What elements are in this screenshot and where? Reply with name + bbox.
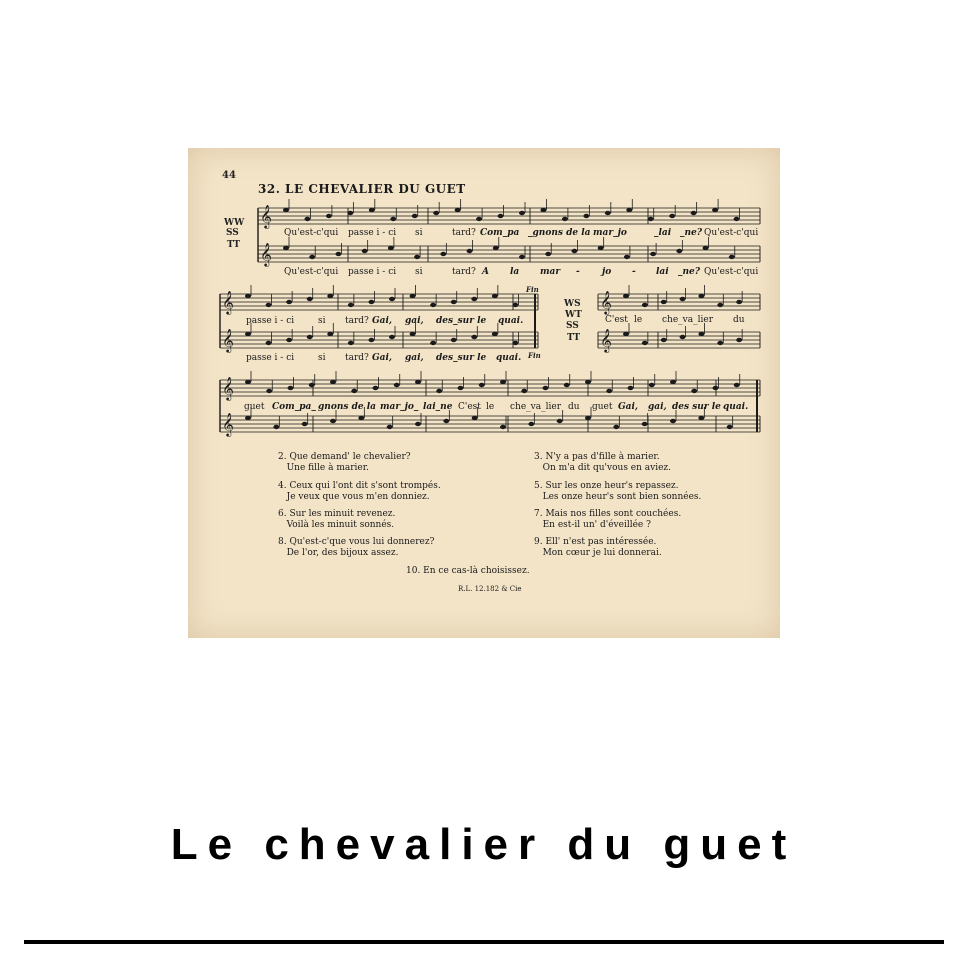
lyric: Gai, — [372, 316, 393, 326]
note-head — [734, 383, 740, 387]
note-head — [703, 246, 709, 250]
note-head — [649, 383, 655, 387]
note-head — [698, 332, 704, 336]
note-head — [245, 332, 251, 336]
note-head — [500, 425, 506, 429]
voice-label-ws: WS — [564, 299, 581, 309]
verse-10: 10. En ce cas-là choisissez. — [406, 566, 530, 576]
sheet-music-scan — [188, 148, 780, 638]
note-head — [736, 300, 742, 304]
lyric: gnons de la — [318, 402, 376, 412]
lyric: che_va_lier — [662, 315, 713, 325]
voice-label-tt-inset: TT — [567, 333, 581, 343]
note-head — [545, 252, 551, 256]
note-head — [642, 341, 648, 345]
note-head — [471, 335, 477, 339]
lyric: - — [632, 267, 636, 277]
lyric: si — [415, 228, 423, 238]
note-head — [369, 208, 375, 212]
note-head — [562, 217, 568, 221]
lyric: mar — [540, 267, 561, 277]
page-number: 44 — [222, 170, 236, 181]
caption-title: Le chevalier du guet — [170, 820, 797, 869]
note-head — [362, 249, 368, 253]
note-head — [648, 217, 654, 221]
note-head — [571, 249, 577, 253]
lyric: Com_pa — [480, 228, 520, 238]
note-head — [309, 255, 315, 259]
note-head — [283, 208, 289, 212]
note-head — [266, 341, 272, 345]
note-head — [410, 294, 416, 298]
lyric: _lai — [654, 228, 672, 238]
verse-8: 8. Qu'est-c'que vous lui donnerez? De l'or, des bijoux assez. — [278, 537, 435, 558]
note-head — [598, 246, 604, 250]
note-head — [717, 303, 723, 307]
note-head — [512, 341, 518, 345]
note-head — [626, 208, 632, 212]
note-head — [455, 208, 461, 212]
note-head — [440, 252, 446, 256]
lyric: Gai, — [372, 353, 393, 363]
lyric: gai, — [405, 353, 424, 363]
note-head — [335, 252, 341, 256]
note-head — [492, 294, 498, 298]
note-head — [358, 416, 364, 420]
note-head — [330, 419, 336, 423]
note-head — [451, 338, 457, 342]
note-head — [472, 416, 478, 420]
note-head — [585, 380, 591, 384]
note-head — [348, 341, 354, 345]
note-head — [286, 300, 292, 304]
note-head — [286, 338, 292, 342]
fin-mark: Fin — [526, 285, 539, 294]
treble-clef-icon: 𝄞 — [222, 290, 234, 314]
note-head — [729, 255, 735, 259]
lyric: _gnons de la — [528, 228, 591, 238]
note-head — [307, 297, 313, 301]
note-head — [543, 386, 549, 390]
note-head — [670, 419, 676, 423]
song-title: 32. LE CHEVALIER DU GUET — [258, 182, 466, 196]
note-head — [713, 386, 719, 390]
lyric: des_sur le — [436, 353, 487, 363]
note-head — [691, 389, 697, 393]
treble-clef-icon: 𝄞 — [222, 412, 234, 436]
verse-4: 4. Ceux qui l'ont dit s'sont trompés. Je veux que vous m'en donniez. — [278, 481, 441, 502]
note-head — [309, 383, 315, 387]
lyric: Qu'est-c'qui — [284, 267, 339, 277]
note-head — [521, 389, 527, 393]
note-head — [650, 252, 656, 256]
note-head — [390, 217, 396, 221]
lyric: gai, — [405, 316, 424, 326]
note-head — [307, 335, 313, 339]
voice-label-tt: TT — [227, 240, 241, 250]
treble-clef-icon: 𝄞 — [222, 328, 234, 352]
note-head — [680, 335, 686, 339]
lyric: quai. — [498, 316, 524, 326]
lyric: guet — [592, 402, 613, 412]
note-head — [304, 217, 310, 221]
lyric: A — [482, 267, 489, 277]
treble-clef-icon: 𝄞 — [260, 242, 272, 266]
verse-7: 7. Mais nos filles sont couchées. En est-il un' d'éveillée ? — [534, 509, 682, 530]
lyric: si — [415, 267, 423, 277]
voice-label-ss: SS — [226, 228, 239, 238]
lyric: la — [510, 267, 520, 277]
note-head — [623, 332, 629, 336]
note-head — [734, 217, 740, 221]
note-head — [245, 380, 251, 384]
lyric: tard? — [345, 353, 369, 363]
note-head — [330, 380, 336, 384]
note-head — [351, 389, 357, 393]
note-head — [661, 338, 667, 342]
note-head — [288, 386, 294, 390]
note-head — [327, 332, 333, 336]
note-head — [540, 208, 546, 212]
note-head — [476, 217, 482, 221]
note-head — [661, 300, 667, 304]
note-head — [245, 294, 251, 298]
treble-clef-icon: 𝄞 — [260, 204, 272, 228]
bottom-rule — [24, 940, 944, 944]
lyric: - — [576, 267, 580, 277]
voice-label-ww: WW — [224, 218, 245, 228]
note-head — [443, 419, 449, 423]
lyric: Qu'est-c'qui — [284, 228, 339, 238]
note-head — [613, 425, 619, 429]
lyric: quai. — [723, 402, 749, 412]
lyric: _ne? — [678, 267, 701, 277]
note-head — [642, 422, 648, 426]
fin-mark: Fin — [528, 351, 541, 360]
note-head — [266, 389, 272, 393]
music-staves — [188, 148, 780, 638]
lyric: tard? — [452, 267, 476, 277]
lyric: mar_jo_ — [380, 402, 419, 412]
note-head — [669, 214, 675, 218]
note-head — [698, 294, 704, 298]
note-head — [326, 214, 332, 218]
lyric: si — [318, 353, 326, 363]
note-head — [245, 416, 251, 420]
note-head — [348, 303, 354, 307]
note-head — [512, 303, 518, 307]
note-head — [717, 341, 723, 345]
note-head — [368, 300, 374, 304]
note-head — [727, 425, 733, 429]
lyric: Qu'est-c'qui — [704, 267, 759, 277]
note-head — [623, 294, 629, 298]
note-head — [564, 383, 570, 387]
note-head — [691, 211, 697, 215]
lyric: passe i - ci — [348, 228, 397, 238]
lyric: le — [486, 402, 495, 412]
note-head — [500, 380, 506, 384]
treble-clef-icon: 𝄞 — [600, 290, 612, 314]
note-head — [451, 300, 457, 304]
lyric: mar_jo — [593, 228, 627, 238]
lyric: Qu'est-c'qui — [704, 228, 759, 238]
note-head — [492, 332, 498, 336]
lyric: C'est — [605, 315, 628, 325]
verse-9: 9. Ell' n'est pas intéressée. Mon cœur je lui donnerai. — [534, 537, 662, 558]
lyric: du — [568, 402, 580, 412]
note-head — [670, 380, 676, 384]
note-head — [433, 211, 439, 215]
note-head — [373, 386, 379, 390]
treble-clef-icon: 𝄞 — [222, 376, 234, 400]
note-head — [347, 211, 353, 215]
lyric: lai_ne — [423, 402, 453, 412]
lyric: passe i - ci — [348, 267, 397, 277]
lyric: du — [733, 315, 745, 325]
verse-6: 6. Sur les minuit revenez. Voilà les minuit sonnés. — [278, 509, 396, 530]
voice-label-wt: WT — [565, 310, 582, 320]
note-head — [624, 255, 630, 259]
note-head — [712, 208, 718, 212]
note-head — [387, 425, 393, 429]
lyric: gai, — [648, 402, 667, 412]
lyric: des_sur le — [436, 316, 487, 326]
note-head — [736, 338, 742, 342]
note-head — [430, 341, 436, 345]
verse-3: 3. N'y a pas d'fille à marier. On m'a dit qu'vous en aviez. — [534, 452, 672, 473]
treble-clef-icon: 𝄞 — [600, 328, 612, 352]
note-head — [698, 416, 704, 420]
note-head — [628, 386, 634, 390]
verse-2: 2. Que demand' le chevalier? Une fille à marier. — [278, 452, 411, 473]
lyric: Gai, — [618, 402, 639, 412]
note-head — [368, 338, 374, 342]
note-head — [583, 214, 589, 218]
note-head — [389, 297, 395, 301]
note-head — [273, 425, 279, 429]
lyric: si — [318, 316, 326, 326]
publisher-mark: R.L. 12.182 & Cie — [458, 585, 522, 593]
note-head — [389, 335, 395, 339]
note-head — [430, 303, 436, 307]
verse-5: 5. Sur les onze heur's repassez. Les onze heur's sont bien sonnées. — [534, 481, 702, 502]
lyric: che_va_lier — [510, 402, 561, 412]
lyric: passe i - ci — [246, 316, 295, 326]
note-head — [676, 249, 682, 253]
note-head — [412, 214, 418, 218]
lyric: Com_pa_ — [272, 402, 316, 412]
note-head — [680, 297, 686, 301]
note-head — [519, 211, 525, 215]
note-head — [528, 422, 534, 426]
note-head — [327, 294, 333, 298]
note-head — [415, 380, 421, 384]
note-head — [302, 422, 308, 426]
lyric: des sur le — [672, 402, 721, 412]
note-head — [266, 303, 272, 307]
note-head — [388, 246, 394, 250]
lyric: passe i - ci — [246, 353, 295, 363]
note-head — [493, 246, 499, 250]
note-head — [414, 255, 420, 259]
note-head — [498, 214, 504, 218]
note-head — [606, 389, 612, 393]
lyric: jo — [602, 267, 612, 277]
note-head — [585, 416, 591, 420]
lyric: C'est — [458, 402, 481, 412]
note-head — [283, 246, 289, 250]
note-head — [436, 389, 442, 393]
note-head — [471, 297, 477, 301]
lyric: lai — [656, 267, 669, 277]
note-head — [605, 211, 611, 215]
lyric: guet — [244, 402, 265, 412]
voice-label-ss-inset: SS — [566, 321, 579, 331]
note-head — [458, 386, 464, 390]
note-head — [479, 383, 485, 387]
note-head — [410, 332, 416, 336]
note-head — [394, 383, 400, 387]
note-head — [642, 303, 648, 307]
lyric: le — [634, 315, 643, 325]
note-head — [519, 255, 525, 259]
note-head — [467, 249, 473, 253]
note-head — [415, 422, 421, 426]
lyric: tard? — [345, 316, 369, 326]
lyric: _ne? — [680, 228, 703, 238]
note-head — [557, 419, 563, 423]
lyric: quai. — [496, 353, 522, 363]
lyric: tard? — [452, 228, 476, 238]
